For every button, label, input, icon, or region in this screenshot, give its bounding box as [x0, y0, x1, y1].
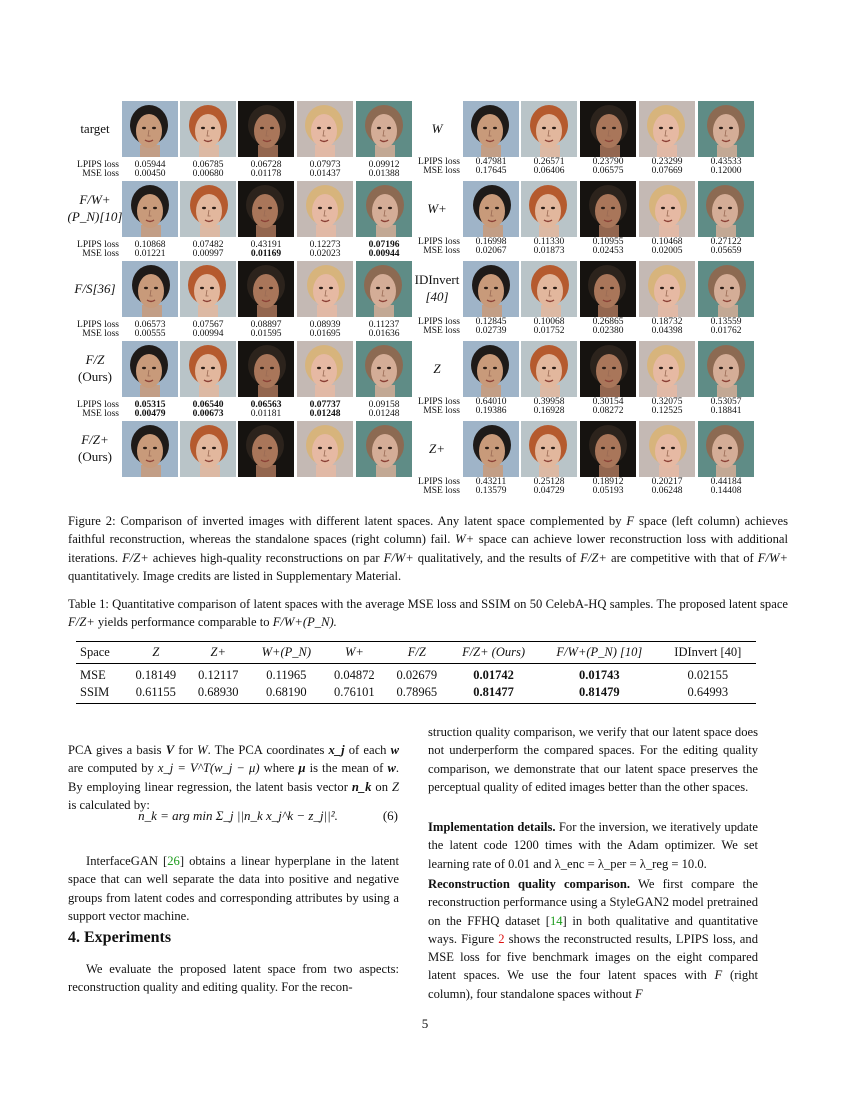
face-image	[580, 181, 636, 237]
left-lpips-value: 0.06540	[192, 400, 224, 410]
right-lpips-value: 0.53057	[710, 397, 742, 407]
lpips-label: LPIPS loss	[418, 157, 460, 167]
face-image	[297, 341, 353, 397]
face-image	[639, 101, 695, 157]
right-mse-value: 0.12525	[651, 406, 683, 416]
left-lpips-value: 0.06785	[192, 160, 224, 170]
table-cell: 0.12117	[198, 668, 239, 682]
citation-link-14[interactable]: 14	[549, 913, 563, 928]
face-image	[639, 181, 695, 237]
table-header-cell: F/Z+ (Ours)	[448, 642, 539, 664]
table-cell: 0.81479	[539, 684, 660, 704]
right-mse-value: 0.06575	[592, 166, 624, 176]
left-lpips-value: 0.07196	[368, 240, 400, 250]
right-mse-value: 0.13579	[475, 486, 507, 496]
table-cell: 0.18149	[135, 668, 177, 682]
right-mse-value: 0.02380	[592, 326, 624, 336]
left-lpips-value: 0.09158	[368, 400, 400, 410]
left-lpips-value: 0.05944	[134, 160, 166, 170]
row-label-line: F/Z	[85, 352, 105, 367]
face-image	[639, 421, 695, 477]
table-cell: 0.76101	[323, 684, 385, 704]
table-cell: 0.01742	[473, 668, 514, 682]
left-lpips-value: 0.05315	[134, 400, 166, 410]
row-label-line: F/W+	[79, 192, 111, 207]
mse-label: MSE loss	[423, 406, 460, 416]
face-image	[698, 181, 754, 237]
right-lpips-value: 0.43533	[710, 157, 742, 167]
left-mse-value: 0.01169	[250, 249, 282, 259]
right-lpips-value: 0.18912	[592, 477, 624, 487]
left-mse-value: 0.00680	[192, 169, 224, 179]
mse-label: MSE loss	[82, 409, 119, 419]
face-image	[463, 261, 519, 317]
left-lpips-value: 0.06728	[250, 160, 282, 170]
left-column-paragraph-3: We evaluate the proposed latent space from two aspects: reconstruction quality and editing quality. For the recon-	[68, 962, 399, 995]
right-mse-value: 0.18841	[710, 406, 742, 416]
right-mse-value: 0.04729	[533, 486, 565, 496]
row-label-line: Z	[433, 361, 441, 376]
left-lpips-value: 0.07482	[192, 240, 224, 250]
face-image	[180, 421, 236, 477]
face-image	[122, 101, 178, 157]
table-cell: 0.78965	[386, 684, 448, 704]
right-lpips-value: 0.44184	[710, 477, 742, 487]
right-column-paragraph-2: Implementation details. For the inversion, we iteratively update the latent code 1200 times with the Adam optimizer. We set learning rate of 0.01 and λ_enc = λ_per = λ_reg = 10.0.	[428, 820, 758, 871]
left-lpips-value: 0.06563	[250, 400, 282, 410]
right-mse-value: 0.01762	[710, 326, 742, 336]
mse-label: MSE loss	[82, 169, 119, 179]
page-number: 5	[421, 1016, 429, 1031]
left-mse-value: 0.00997	[192, 249, 224, 259]
face-image	[463, 341, 519, 397]
right-lpips-value: 0.10468	[651, 237, 683, 247]
face-image	[122, 181, 178, 237]
face-image	[580, 421, 636, 477]
right-lpips-value: 0.23790	[592, 157, 624, 167]
citation-link-26[interactable]: 26	[167, 854, 180, 868]
face-image	[521, 421, 577, 477]
face-image	[639, 341, 695, 397]
left-lpips-value: 0.08939	[309, 320, 341, 330]
face-image	[180, 261, 236, 317]
table-cell: 0.11965	[266, 668, 307, 682]
table-cell: 0.68930	[187, 684, 249, 704]
figure-caption: Figure 2: Comparison of inverted images with different latent spaces. Any latent space complemented by F space (left column) achieves faithful reconstruction, whereas the standalone spaces (right column) fail. W+ space can achieve lower reconstruction loss with additional iterations. F/Z+ achieves high-quality reconstructions on par F/W+ qualitatively, and the results of F/Z+ are competitive with that of F/W+ quantitatively. Image credits are listed in Supplementary Material.	[68, 514, 789, 584]
table-header-cell: F/W+(P_N) [10]	[539, 642, 660, 664]
left-lpips-value: 0.11237	[368, 320, 400, 330]
lpips-label: LPIPS loss	[77, 160, 119, 170]
figure-ref-link-2[interactable]: 2	[498, 931, 505, 946]
row-label-line: (P_N)[10]	[67, 209, 123, 224]
left-lpips-value: 0.07737	[309, 400, 341, 410]
right-mse-value: 0.06248	[651, 486, 683, 496]
left-lpips-value: 0.12273	[309, 240, 341, 250]
table-header-cell: Z	[125, 642, 187, 664]
face-image	[238, 421, 294, 477]
face-image	[297, 421, 353, 477]
table-cell: 0.68190	[249, 684, 323, 704]
table-cell: 0.04872	[334, 668, 375, 682]
table-header-cell: IDInvert [40]	[660, 642, 756, 664]
left-mse-value: 0.00450	[134, 169, 166, 179]
table-cell: 0.02679	[396, 668, 438, 682]
left-lpips-value: 0.07567	[192, 320, 224, 330]
table-row	[76, 664, 756, 685]
right-lpips-value: 0.18732	[651, 317, 683, 327]
table-cell: 0.61155	[125, 684, 187, 704]
lpips-label: LPIPS loss	[418, 397, 460, 407]
right-mse-value: 0.02005	[651, 246, 683, 256]
right-lpips-value: 0.10068	[533, 317, 565, 327]
face-image	[463, 421, 519, 477]
table-caption: Table 1: Quantitative comparison of latent spaces with the average MSE loss and SSIM on 50 CelebA-HQ samples. The proposed latent space F/Z+ yields performance comparable to F/W+(P_N).	[68, 597, 788, 630]
face-image	[180, 101, 236, 157]
right-mse-value: 0.14408	[710, 486, 742, 496]
right-mse-value: 0.17645	[475, 166, 507, 176]
mse-label: MSE loss	[82, 249, 119, 259]
face-image	[580, 101, 636, 157]
table-header-cell: W+(P_N)	[249, 642, 323, 664]
face-image	[238, 101, 294, 157]
right-mse-value: 0.06406	[533, 166, 565, 176]
implementation-details-heading: Implementation details.	[428, 820, 556, 834]
face-image	[521, 261, 577, 317]
left-mse-value: 0.00994	[192, 329, 224, 339]
left-mse-value: 0.01221	[134, 249, 166, 259]
left-lpips-value: 0.08897	[250, 320, 282, 330]
right-column-paragraph-3: Reconstruction quality comparison. We first compare the reconstruction performance using a StyleGAN2 model pretrained on the FFHQ dataset [14] in both qualitative and quantitative ways. Figure 2 shows the reconstructed results, LPIPS loss, and MSE loss for five benchmark images on the eight compared latent spaces. We use the four latent spaces with F (right column), four standalone spaces without F	[428, 877, 759, 1001]
table-cell: 0.81477	[448, 684, 539, 704]
face-image	[698, 341, 754, 397]
face-image	[580, 261, 636, 317]
table-cell: 0.02155	[687, 668, 729, 682]
left-lpips-value: 0.07973	[309, 160, 341, 170]
left-lpips-value: 0.43191	[250, 240, 282, 250]
row-label-line: [40]	[425, 289, 449, 304]
left-mse-value: 0.01178	[250, 169, 282, 179]
mse-label: MSE loss	[423, 486, 460, 496]
right-mse-value: 0.02453	[592, 246, 624, 256]
right-mse-value: 0.02739	[475, 326, 507, 336]
table-1	[76, 641, 756, 704]
right-lpips-value: 0.23299	[651, 157, 683, 167]
right-lpips-value: 0.43211	[475, 477, 507, 487]
left-lpips-value: 0.06573	[134, 320, 166, 330]
right-lpips-value: 0.11330	[533, 237, 565, 247]
right-lpips-value: 0.32075	[651, 397, 683, 407]
left-lpips-value: 0.09912	[368, 160, 400, 170]
mse-label: MSE loss	[423, 246, 460, 256]
right-mse-value: 0.16928	[533, 406, 565, 416]
right-lpips-value: 0.47981	[475, 157, 507, 167]
left-mse-value: 0.01248	[368, 409, 400, 419]
right-mse-value: 0.01752	[533, 326, 565, 336]
lpips-label: LPIPS loss	[77, 320, 119, 330]
table-cell: 0.01743	[579, 668, 620, 682]
row-label-line: Z+	[428, 441, 445, 456]
right-mse-value: 0.05193	[592, 486, 624, 496]
face-image	[180, 341, 236, 397]
right-lpips-value: 0.26865	[592, 317, 624, 327]
right-mse-value: 0.01873	[533, 246, 565, 256]
right-mse-value: 0.19386	[475, 406, 507, 416]
right-lpips-value: 0.64010	[475, 397, 507, 407]
left-mse-value: 0.01181	[250, 409, 282, 419]
face-image	[238, 181, 294, 237]
face-image	[297, 101, 353, 157]
row-label-line: IDInvert	[414, 272, 460, 287]
face-image	[122, 421, 178, 477]
left-mse-value: 0.01595	[250, 329, 282, 339]
mse-label: MSE loss	[423, 326, 460, 336]
right-lpips-value: 0.13559	[710, 317, 742, 327]
right-lpips-value: 0.10955	[592, 237, 624, 247]
left-mse-value: 0.01636	[368, 329, 400, 339]
right-lpips-value: 0.30154	[592, 397, 624, 407]
left-column-paragraph-2: InterfaceGAN [26] obtains a linear hyperplane in the latent space that can well separate the data into positive and negative groups from latent codes and corresponding attributes by using a support vector machine.	[68, 854, 399, 923]
face-image	[580, 341, 636, 397]
right-mse-value: 0.05659	[710, 246, 742, 256]
left-mse-value: 0.00555	[134, 329, 166, 339]
face-image	[521, 101, 577, 157]
table-row	[76, 684, 756, 704]
lpips-label: LPIPS loss	[77, 400, 119, 410]
face-image	[297, 181, 353, 237]
face-image	[463, 181, 519, 237]
right-mse-value: 0.08272	[592, 406, 624, 416]
table-header-row	[76, 642, 756, 664]
lpips-label: LPIPS loss	[418, 317, 460, 327]
face-image	[463, 101, 519, 157]
table-cell: 0.64993	[660, 684, 756, 704]
table-header-cell: Z+	[187, 642, 249, 664]
face-image	[698, 101, 754, 157]
row-label-line: W+	[427, 201, 447, 216]
table-row-header: SSIM	[76, 684, 125, 704]
table-row-header: MSE	[80, 668, 106, 682]
right-lpips-value: 0.26571	[533, 157, 565, 167]
row-label-line: F/S[36]	[74, 281, 116, 296]
right-mse-value: 0.12000	[710, 166, 742, 176]
left-mse-value: 0.00479	[134, 409, 166, 419]
equation-number: (6)	[382, 808, 398, 823]
lpips-label: LPIPS loss	[77, 240, 119, 250]
right-lpips-value: 0.16998	[475, 237, 507, 247]
face-image	[238, 261, 294, 317]
section-heading-experiments: 4. Experiments	[68, 929, 172, 946]
right-mse-value: 0.04398	[651, 326, 683, 336]
right-mse-value: 0.02067	[475, 246, 507, 256]
table-header-cell: F/Z	[386, 642, 448, 664]
row-label-line: (Ours)	[78, 449, 112, 464]
right-lpips-value: 0.27122	[710, 237, 742, 247]
row-label-line: W	[431, 121, 443, 136]
left-lpips-value: 0.10868	[134, 240, 166, 250]
row-label-line: F/Z+	[81, 432, 109, 447]
mse-label: MSE loss	[82, 329, 119, 339]
face-image	[521, 341, 577, 397]
reconstruction-comparison-heading: Reconstruction quality comparison.	[428, 877, 631, 891]
face-image	[639, 261, 695, 317]
face-image	[122, 261, 178, 317]
face-image	[297, 261, 353, 317]
right-column-paragraph-1: struction quality comparison, we verify that our latent space does not underperform the compared spaces. For the editing quality comparison, we demonstrate that our latent space preserves the perceptual quality of edited images better than the other spaces.	[428, 725, 758, 794]
lpips-label: LPIPS loss	[418, 477, 460, 487]
left-mse-value: 0.01437	[309, 169, 341, 179]
row-label-line: target	[80, 121, 110, 136]
left-mse-value: 0.02023	[309, 249, 341, 259]
mse-label: MSE loss	[423, 166, 460, 176]
left-mse-value: 0.00673	[192, 409, 224, 419]
face-image	[521, 181, 577, 237]
row-label-line: (Ours)	[78, 369, 112, 384]
face-image	[180, 181, 236, 237]
face-image	[698, 421, 754, 477]
right-mse-value: 0.07669	[651, 166, 683, 176]
face-image	[122, 341, 178, 397]
equation-body: n_k = arg min Σ_j ||n_k x_j^k − z_j||².	[138, 808, 338, 823]
left-mse-value: 0.01248	[309, 409, 341, 419]
table-header-cell: Space	[76, 642, 125, 664]
lpips-label: LPIPS loss	[418, 237, 460, 247]
right-lpips-value: 0.25128	[533, 477, 565, 487]
right-lpips-value: 0.20217	[651, 477, 683, 487]
face-image	[238, 341, 294, 397]
left-mse-value: 0.01695	[309, 329, 341, 339]
right-lpips-value: 0.39958	[533, 397, 565, 407]
right-lpips-value: 0.12845	[475, 317, 507, 327]
table-header-cell: W+	[323, 642, 385, 664]
left-column-paragraph-1: PCA gives a basis V for W. The PCA coordinates x_j of each w are computed by x_j = V^T(w_j − μ) where μ is the mean of w. By employing linear regression, the latent basis vector n_k on Z is calculated by:	[68, 743, 400, 812]
left-mse-value: 0.01388	[368, 169, 400, 179]
left-mse-value: 0.00944	[368, 249, 400, 259]
face-image	[698, 261, 754, 317]
